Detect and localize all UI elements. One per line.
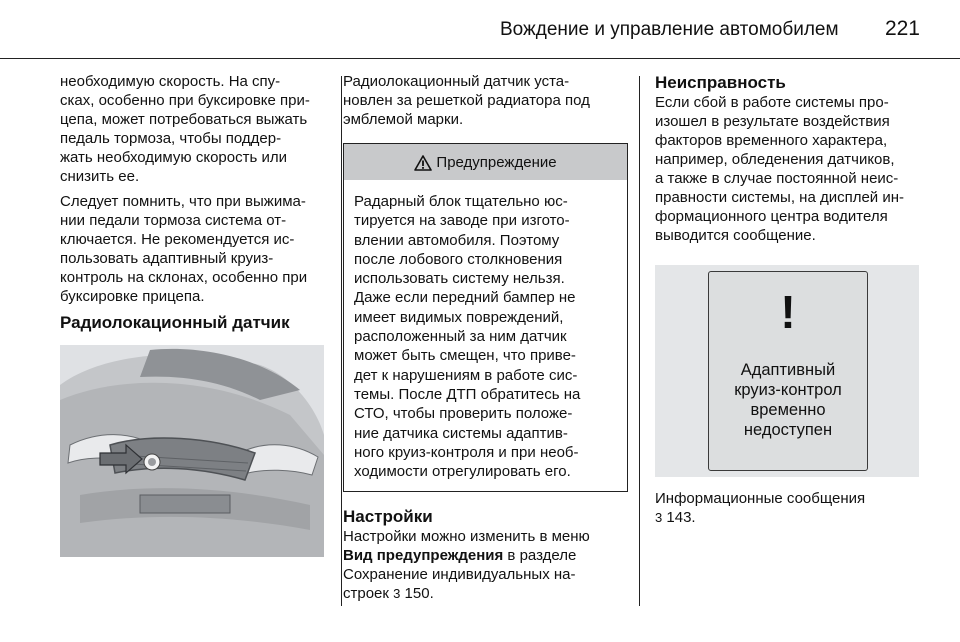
warning-triangle-icon <box>414 155 432 171</box>
heading-malfunction: Неисправность <box>655 73 786 92</box>
page-title: Вождение и управление автомобилем <box>500 19 839 40</box>
warning-text: Радарный блок тщательно юс- тируется на заводе при изгото- влении автомобиля. Поэтому после лобового столкновения использовать систему нельзя. Даже если передний бампер не имеет видимых повреждений, расположенный за ним датчик может быть смещен, что приве- дет к нарушениям в работе сис- темы. После ДТП обратитесь на СТО, чтобы проверить положе- ние датчика системы адаптив- ного круиз-контроля и при необ- ходимости отрегулировать его. <box>354 193 581 481</box>
page-reference-150[interactable]: 150. <box>400 585 434 603</box>
exclamation-icon: ! <box>780 286 796 338</box>
paragraph-brake-disengage: Следует помнить, что при выжима- нии педали тормоза система от- ключается. Не рекомендуется ис- пользовать адаптивный круиз- контроль на склонах, особенно при буксировке прицепа. <box>60 193 308 305</box>
menu-name-warning-view: Вид предупреждения <box>343 547 504 565</box>
warning-header <box>344 144 627 180</box>
column-left <box>60 72 330 557</box>
paragraph-settings: Настройки можно изменить в меню Вид предупреждения в разделе Сохранение индивидуальных на- строек 3 150. <box>343 528 590 603</box>
driver-info-display <box>708 271 868 471</box>
paragraph-malfunction: Если сбой в работе системы про- изошел в результате воздействия факторов временного характера, например, обледенения датчиков, а также в случае постоянной неис- правности системы, на дисплей ин- формационного центра водителя выводится сообщение. <box>655 94 905 244</box>
display-message: Адаптивный круиз-контрол временно недоступен <box>734 361 842 439</box>
paragraph-radar-location: Радиолокационный датчик уста- новлен за решеткой радиатора под эмблемой марки. <box>343 73 590 128</box>
warning-title: Предупреждение <box>436 153 557 171</box>
display-message-image <box>655 265 919 477</box>
paragraph-braking-speed: необходимую скорость. На спу- сках, особенно при буксировке при- цепа, может потребоваться выжать педаль тормоза, чтобы поддер- жать необходимую скорость или снизить ее. <box>60 73 310 185</box>
column-divider-right <box>639 76 640 606</box>
car-front-illustration <box>60 345 324 557</box>
column-middle <box>343 72 628 609</box>
page-reference-143[interactable]: 143. <box>662 509 696 526</box>
image-caption: Информационные сообщения 3 143. <box>655 490 866 526</box>
page-number: 221 <box>884 17 920 40</box>
car-front-image <box>60 345 324 557</box>
page-reference-icon: 3 <box>655 510 663 525</box>
column-right <box>655 72 925 527</box>
heading-settings: Настройки <box>343 507 433 527</box>
column-divider-left <box>341 76 342 606</box>
page-reference-icon: 3 <box>393 586 401 602</box>
page-header <box>0 0 960 58</box>
heading-radar-sensor: Радиолокационный датчик <box>60 313 290 332</box>
header-rule <box>0 58 960 59</box>
warning-box <box>343 143 628 492</box>
